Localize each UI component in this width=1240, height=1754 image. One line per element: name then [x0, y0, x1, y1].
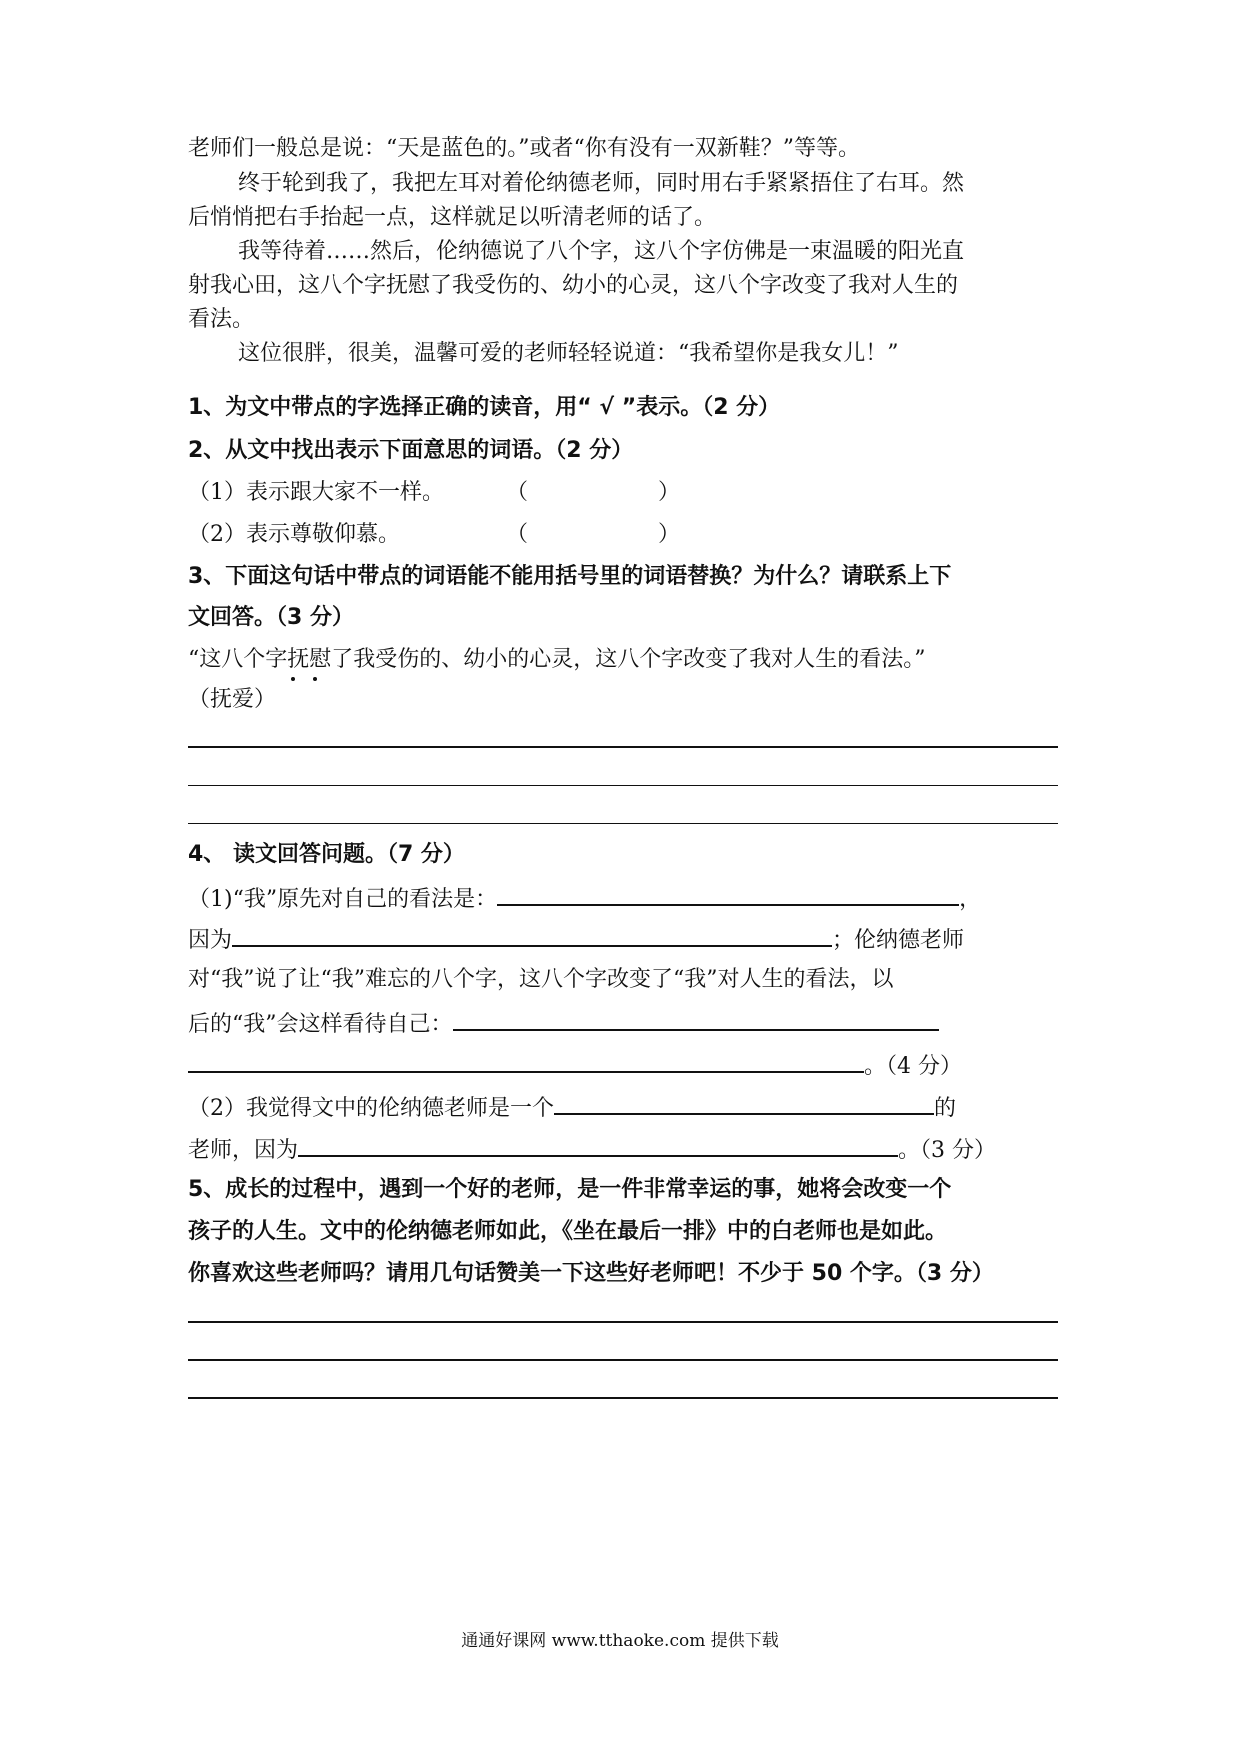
passage-line: 我等待着……然后，伦纳德说了八个字，这八个字仿佛是一束温暖的阳光直: [238, 239, 965, 264]
answer-blank: [188, 1049, 864, 1073]
passage-line: 看法。: [188, 307, 255, 332]
q2-item-1-paren-open: （: [506, 480, 529, 505]
q4-p1-line4: 后的“我”会这样看待自己：: [188, 1012, 453, 1037]
q4-part-1-line-1: [188, 882, 1058, 915]
question-5-line-2: 孩子的人生。文中的伦纳德老师如此，《坐在最后一排》中的白老师也是如此。: [188, 1219, 948, 1244]
q4-p2-line2: 老师，因为: [188, 1138, 299, 1163]
passage-line: 后悄悄把右手抬起一点，这样就足以听清老师的话了。: [188, 205, 717, 230]
answer-blank: [554, 1091, 934, 1115]
q4-part-2-line-1: [188, 1091, 1058, 1124]
q4-p1-end: 。（4 分）: [864, 1054, 962, 1079]
q4-p1-semicolon: ；伦纳德老师: [832, 928, 965, 953]
q2-item-2-label: （2）表示尊敬仰慕。: [188, 522, 400, 547]
answer-blank: [232, 923, 832, 947]
q4-p2-de: 的: [934, 1096, 957, 1121]
q2-item-2-paren-close: ）: [658, 522, 681, 547]
passage-line: 这位很胖，很美，温馨可爱的老师轻轻说道：“我希望你是我女儿！”: [238, 341, 899, 366]
answer-line: [188, 1359, 1058, 1361]
answer-blank: [453, 1007, 939, 1031]
question-3-line-2: 文回答。（3 分）: [188, 605, 354, 630]
q4-p2-start: （2）我觉得文中的伦纳德老师是一个: [188, 1096, 554, 1121]
question-1: 1、为文中带点的字选择正确的读音，用“ √ ”表示。（2 分）: [188, 395, 781, 420]
q2-item-1-paren-close: ）: [658, 480, 681, 505]
answer-line: [188, 746, 1058, 748]
answer-blank: [497, 882, 959, 906]
passage-line: 射我心田，这八个字抚慰了我受伤的、幼小的心灵，这八个字改变了我对人生的: [188, 273, 959, 298]
q4-part-2-line-2: [188, 1133, 1058, 1166]
q4-part-1-line-3: 对“我”说了让“我”难忘的八个字，这八个字改变了“我”对人生的看法，以: [188, 967, 894, 992]
q2-item-2-paren-open: （: [506, 522, 529, 547]
q4-p1-because: 因为: [188, 928, 233, 953]
passage-line: 老师们一般总是说：“天是蓝色的。”或者“你有没有一双新鞋？”等等。: [188, 136, 860, 161]
question-5-line-3: 你喜欢这些老师吗？请用几句话赞美一下这些好老师吧！不少于 50 个字。（3 分）: [188, 1261, 994, 1286]
q3-quote: “这八个字抚慰了我受伤的、幼小的心灵，这八个字改变了我对人生的看法。”: [188, 647, 926, 672]
answer-line: [188, 1397, 1058, 1399]
question-3-line-1: 3、下面这句话中带点的词语能不能用括号里的词语替换？为什么？请联系上下: [188, 564, 952, 589]
passage-line: 终于轮到我了，我把左耳对着伦纳德老师，同时用右手紧紧捂住了右耳。然: [238, 171, 965, 196]
emphasis-dot: [313, 677, 317, 681]
question-5-line-1: 5、成长的过程中，遇到一个好的老师，是一件非常幸运的事，她将会改变一个: [188, 1177, 952, 1202]
question-2: 2、从文中找出表示下面意思的词语。（2 分）: [188, 438, 634, 463]
q2-item-1-label: （1）表示跟大家不一样。: [188, 480, 444, 505]
question-4: 4、 读文回答问题。（7 分）: [188, 842, 465, 867]
footer-credit: 通通好课网 www.tthaoke.com 提供下载: [461, 1631, 779, 1651]
q4-p1-start: （1)“我”原先对自己的看法是：: [188, 887, 498, 912]
answer-line: [188, 823, 1058, 824]
q4-part-1-line-4: [188, 1007, 1058, 1040]
emphasis-dot: [291, 677, 295, 681]
answer-line: [188, 785, 1058, 786]
q4-part-1-line-5: [188, 1049, 1058, 1082]
answer-blank: [298, 1133, 898, 1157]
q2-item-2: [188, 520, 1058, 550]
q4-part-1-line-2: [188, 923, 1058, 956]
q4-p2-end: 。（3 分）: [898, 1138, 997, 1163]
q4-p1-comma: ，: [959, 887, 982, 912]
answer-line: [188, 1321, 1058, 1323]
q3-alternative: （抚爱）: [188, 687, 277, 712]
q2-item-1: [188, 478, 1058, 508]
